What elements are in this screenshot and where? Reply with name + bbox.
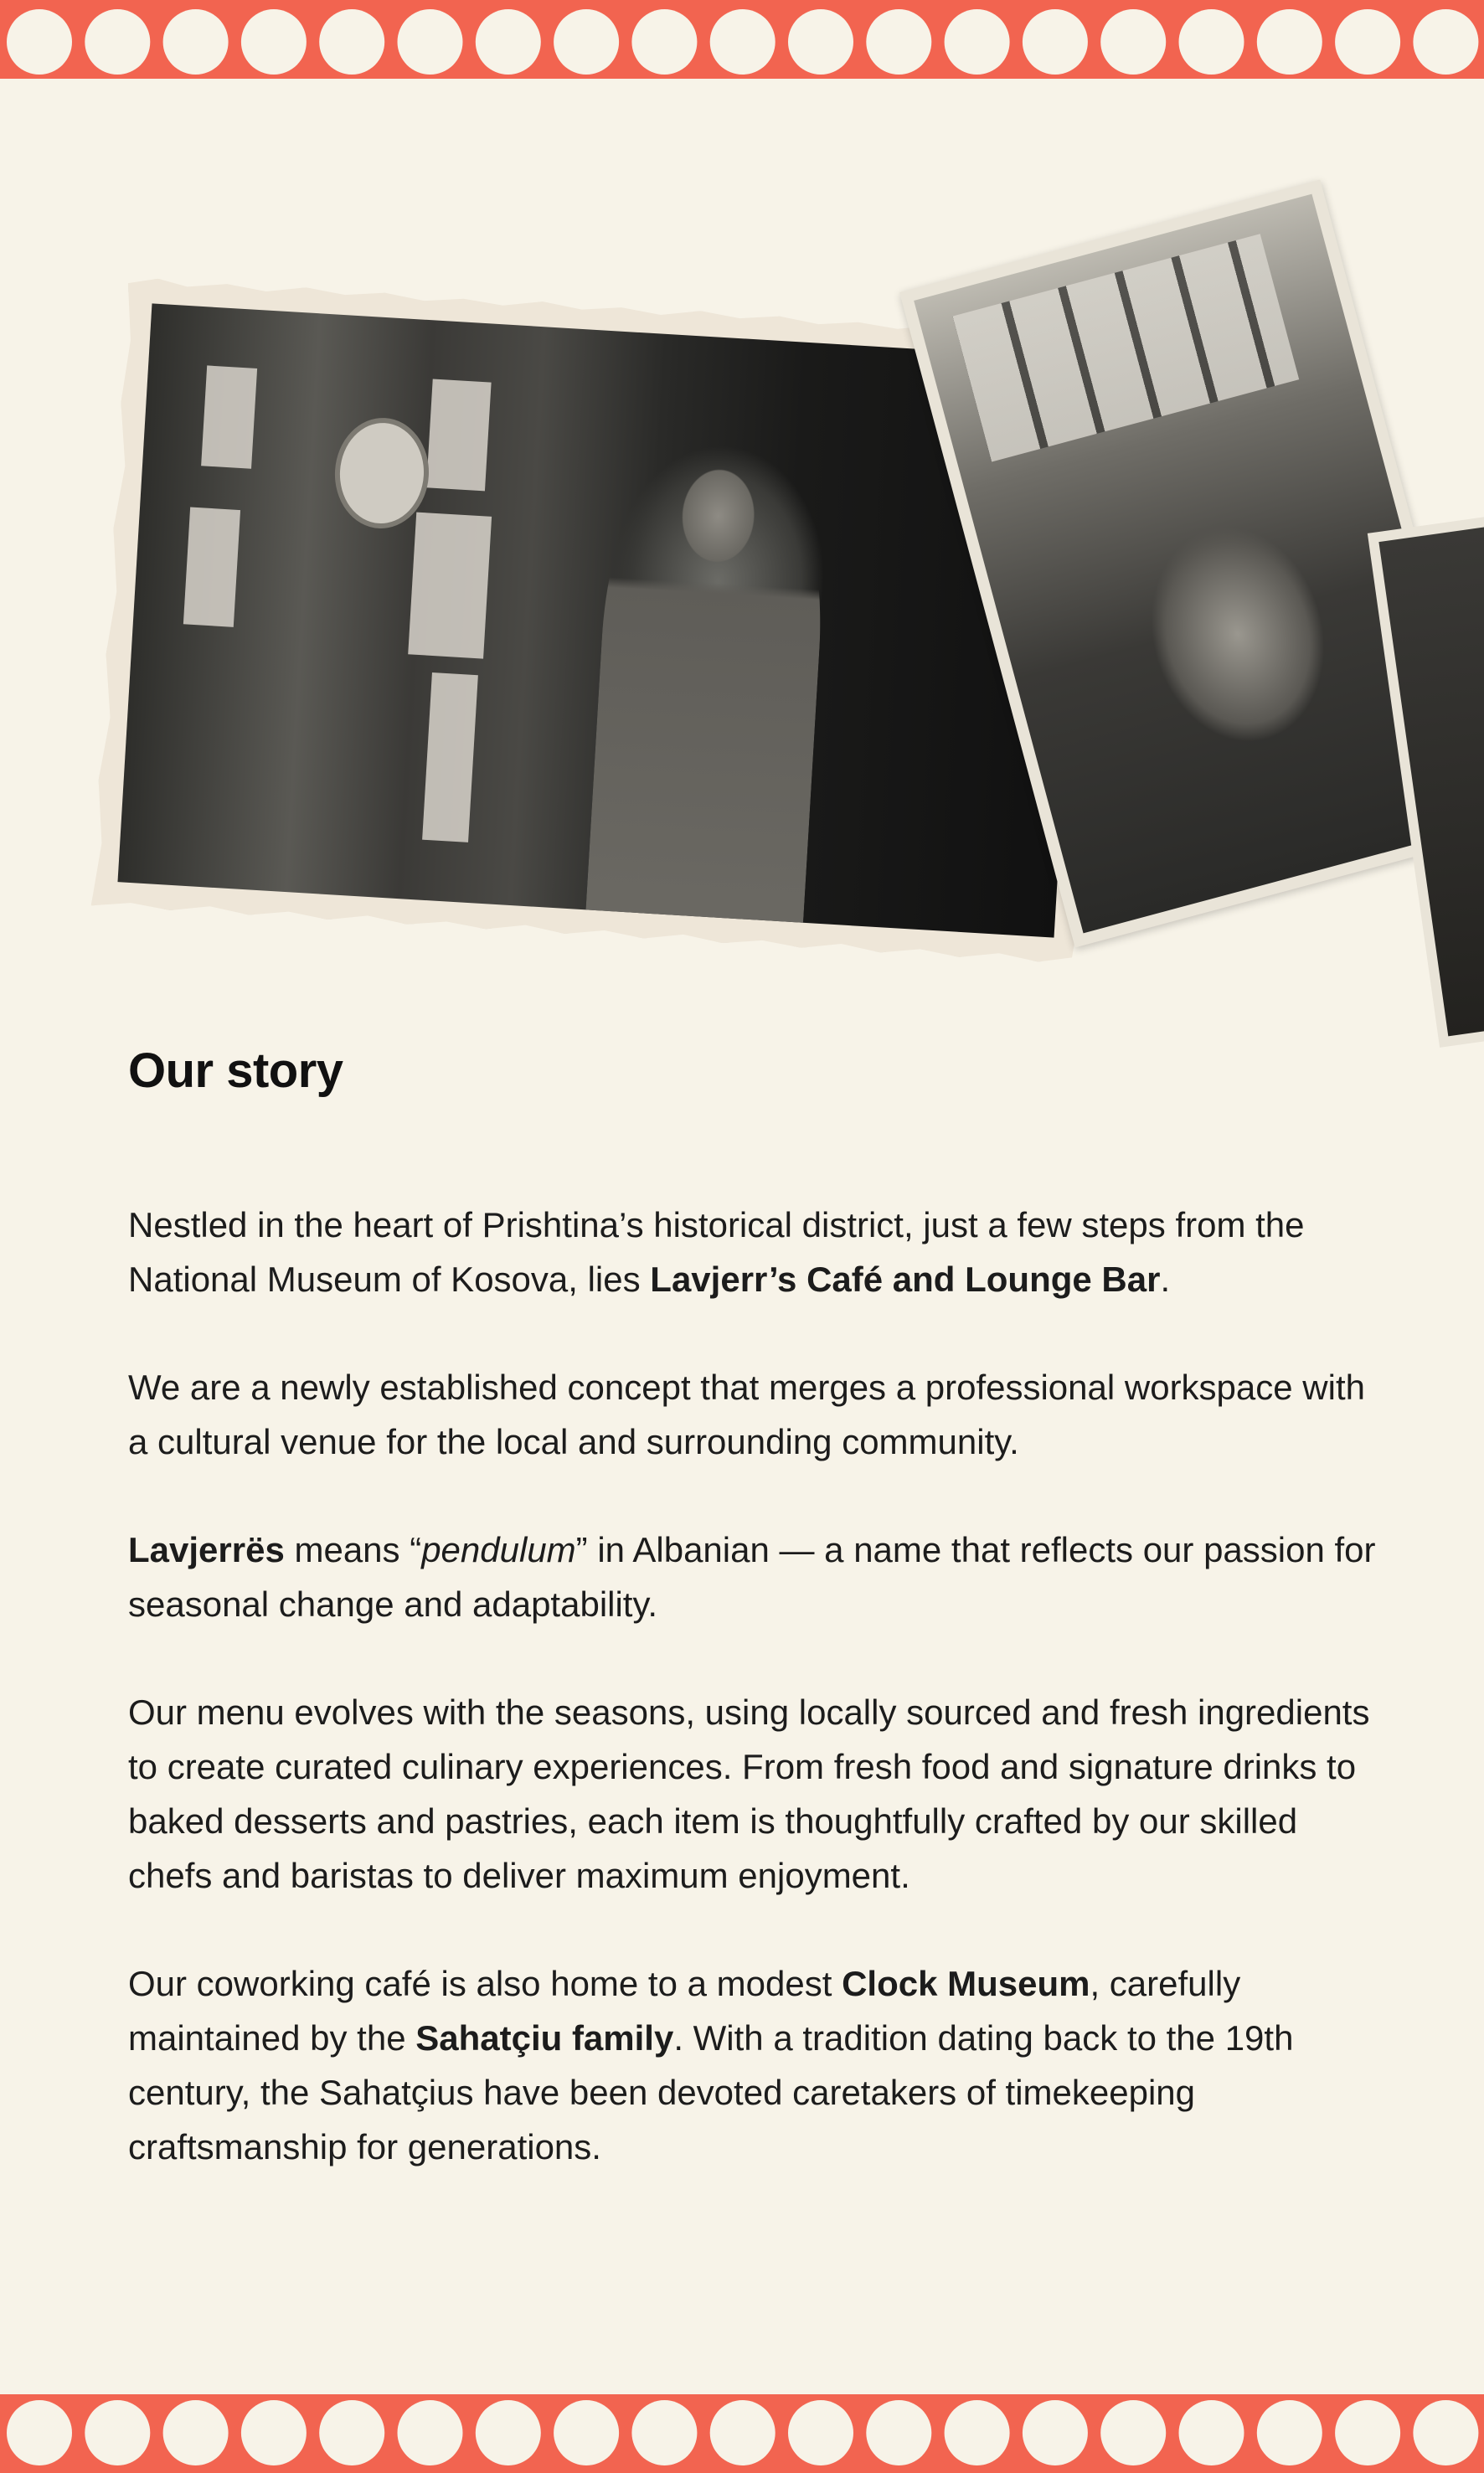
pendulum-term: pendulum (421, 1530, 576, 1569)
scallop-dot (1023, 9, 1088, 75)
scalloped-border-top (0, 0, 1484, 79)
scallop-dot (1100, 9, 1166, 75)
scallop-dot (1100, 2400, 1166, 2465)
scallop-dot (1335, 9, 1400, 75)
scallop-dot (1179, 2400, 1244, 2465)
scallop-dot (945, 2400, 1010, 2465)
scallop-dot (85, 2400, 150, 2465)
scallop-dot (319, 2400, 384, 2465)
scallop-dot (945, 9, 1010, 75)
scallop-dot (85, 9, 150, 75)
story-paragraph-5: Our coworking café is also home to a modest Clock Museum, carefully maintained by the Sahatçiu family. With a tradition dating back to the 19th century, the Sahatçius have been devoted caretakers of timekeeping craftsmanship for generations. (128, 1964, 1294, 2166)
scallop-dot (710, 2400, 775, 2465)
scallop-dot (319, 9, 384, 75)
scalloped-border-bottom (0, 2394, 1484, 2473)
scallop-dot (241, 9, 307, 75)
scallop-dot (631, 2400, 697, 2465)
scallop-dot (554, 9, 619, 75)
scallop-dot (866, 2400, 931, 2465)
scallop-dot (476, 2400, 541, 2465)
story-paragraph-1: Nestled in the heart of Prishtina’s historical district, just a few steps from the National Museum of Kosova, lies Lavjerr’s Café and Lounge Bar. (128, 1205, 1305, 1299)
scallop-dot (1413, 2400, 1478, 2465)
scallop-dot (1335, 2400, 1400, 2465)
scallop-dot (554, 2400, 619, 2465)
scallop-dot (1257, 9, 1322, 75)
story-paragraph-3: Lavjerrës means “pendulum” in Albanian — a name that reflects our passion for seasonal change and adaptability. (128, 1530, 1376, 1624)
cafe-name: Lavjerr’s Café and Lounge Bar (650, 1260, 1161, 1299)
scallop-dot (1179, 9, 1244, 75)
sahatciu-family: Sahatçiu family (415, 2018, 674, 2058)
scallop-dot (7, 2400, 72, 2465)
scallop-dot (1413, 9, 1478, 75)
scallop-dot (163, 2400, 229, 2465)
scallop-dot (788, 9, 853, 75)
scallop-dot (398, 9, 463, 75)
scallop-dot (631, 9, 697, 75)
scallop-dot (476, 9, 541, 75)
scallop-dot (866, 9, 931, 75)
scallop-pattern-top (0, 0, 1484, 79)
scallop-dot (1023, 2400, 1088, 2465)
scallop-dot (1257, 2400, 1322, 2465)
story-section (128, 1043, 1384, 2228)
scallop-dot (241, 2400, 307, 2465)
story-heading: Our story (128, 1043, 343, 1098)
scallop-dot (163, 9, 229, 75)
scallop-dot (788, 2400, 853, 2465)
clock-museum: Clock Museum (842, 1964, 1090, 2003)
scallop-dot (398, 2400, 463, 2465)
scallop-pattern-bottom (0, 2394, 1484, 2473)
story-paragraph-4: Our menu evolves with the seasons, using locally sourced and fresh ingredients to create curated culinary experiences. From fresh food and signature drinks to baked desserts and pastries, each item is thoughtfully crafted by our skilled chefs and baristas to deliver maximum enjoyment. (128, 1692, 1370, 1895)
lavjerres-term: Lavjerrës (128, 1530, 285, 1569)
scallop-dot (710, 9, 775, 75)
scallop-dot (7, 9, 72, 75)
story-paragraph-2: We are a newly established concept that merges a professional workspace with a cultural venue for the local and surrounding community. (128, 1368, 1365, 1461)
